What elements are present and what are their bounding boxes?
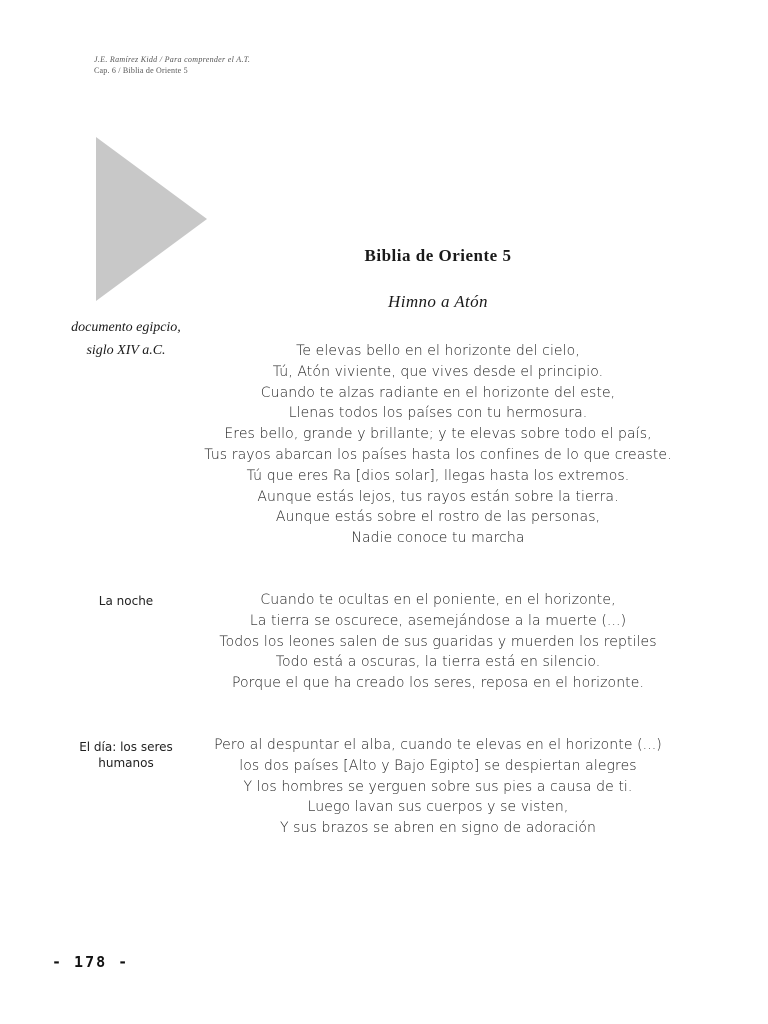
page-number: - 178 - <box>52 953 130 971</box>
verse-line: Tus rayos abarcan los países hasta los confines de lo que creaste. <box>204 446 672 463</box>
verse-line: Aunque estás sobre el rostro de las personas, <box>275 509 601 526</box>
verse-line: La tierra se oscurece, asemejándose a la muerte (...) <box>249 612 627 629</box>
verse-line: Llenas todos los países con tu hermosura. <box>288 405 588 422</box>
document-origin-note <box>56 316 196 362</box>
verse-line: los dos países [Alto y Bajo Egipto] se despiertan alegres <box>239 757 637 774</box>
day-note-line-1: El día: los seres <box>79 740 173 754</box>
verse-line: Eres bello, grande y brillante; y te elevas sobre todo el país, <box>224 426 652 443</box>
verse-line: Porque el que ha creado los seres, reposa en el horizonte. <box>231 675 645 692</box>
running-header <box>94 54 250 76</box>
play-triangle-icon <box>96 137 207 301</box>
verse-line: Tú, Atón viviente, que vives desde el principio. <box>272 363 604 380</box>
verse-line: Y los hombres se yerguen sobre sus pies a causa de ti. <box>243 778 633 795</box>
verse-line: Nadie conoce tu marcha <box>351 530 525 547</box>
header-chapter-line: Cap. 6 / Biblia de Oriente 5 <box>94 66 188 75</box>
stanza-2 <box>190 590 686 694</box>
stanza-3 <box>190 735 686 839</box>
verse-line: Te elevas bello en el horizonte del cielo, <box>296 343 580 359</box>
day-note-line-2: humanos <box>98 756 154 770</box>
hymn-subtitle: Himno a Atón <box>388 292 488 311</box>
day-note <box>66 739 186 771</box>
stanza-1 <box>190 341 686 549</box>
verse-line: Tú que eres Ra [dios solar], llegas hasta los extremos. <box>246 467 630 484</box>
verse-line: Todos los leones salen de sus guaridas y muerden los reptiles <box>219 633 657 650</box>
verse-line: Y sus brazos se abren en signo de adoración <box>279 820 597 837</box>
verse-line: Luego lavan sus cuerpos y se visten, <box>307 799 569 816</box>
verse-line: Cuando te alzas radiante en el horizonte del este, <box>260 384 616 401</box>
document-origin-line-1: documento egipcio, <box>71 320 181 335</box>
page-title: Biblia de Oriente 5 <box>364 246 512 265</box>
verse-line: Aunque estás lejos, tus rayos están sobre la tierra. <box>257 488 619 505</box>
night-note: La noche <box>98 594 154 608</box>
verse-line: Cuando te ocultas en el poniente, en el horizonte, <box>260 592 616 608</box>
document-origin-line-2: siglo XIV a.C. <box>86 343 166 358</box>
verse-line: Pero al despuntar el alba, cuando te elevas en el horizonte (...) <box>214 737 662 753</box>
header-author-line: J.E. Ramírez Kidd / Para comprender el A.T. <box>94 55 251 64</box>
verse-line: Todo está a oscuras, la tierra está en silencio. <box>275 654 601 671</box>
